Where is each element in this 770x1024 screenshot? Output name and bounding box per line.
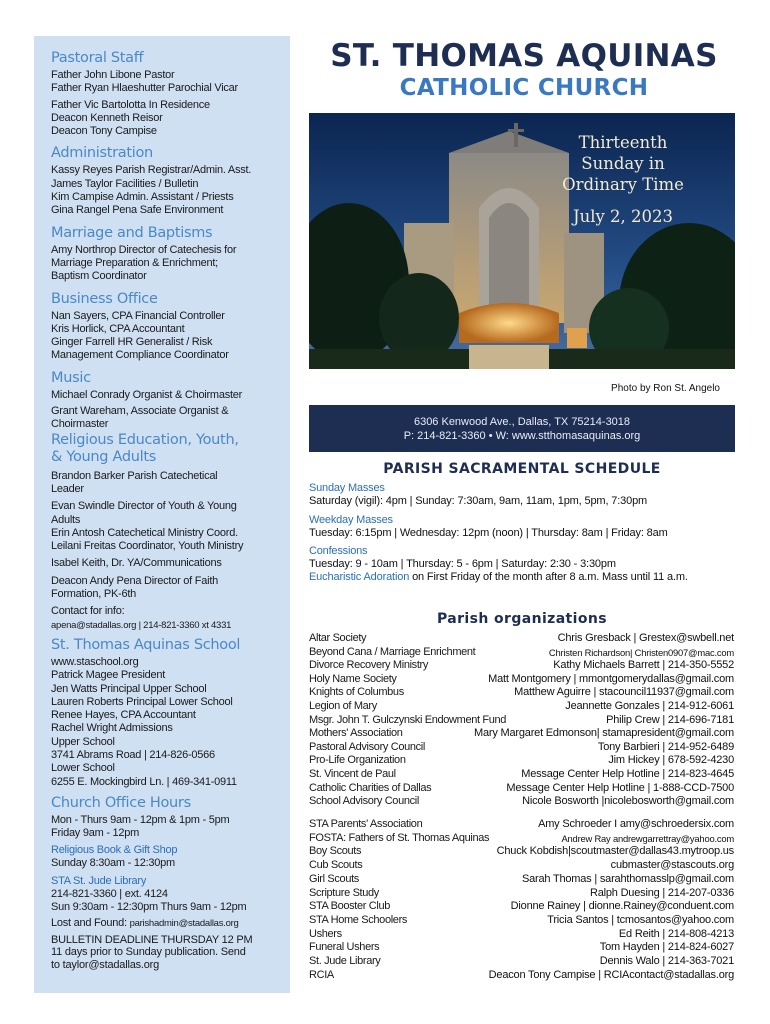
photo-overlay-line2: Sunday in <box>581 154 665 173</box>
organization-contact[interactable]: Matt Montgomery | mmontgomerydallas@gmail.com <box>488 672 734 685</box>
confessions-label: Confessions <box>309 545 368 557</box>
business-heading: Business Office <box>51 290 158 307</box>
organization-contact[interactable]: Message Center Help Hotline | 214-823-4645 <box>521 768 734 780</box>
organization-contact[interactable]: Philip Crew | 214-696-7181 <box>606 713 734 726</box>
staff-line: Jen Watts Principal Upper School <box>51 682 207 695</box>
staff-line: Brandon Barker Parish Catechetical <box>51 469 218 482</box>
office-hours-friday: Friday 9am - 12pm <box>51 827 140 840</box>
organization-name: Girl Scouts <box>309 872 359 885</box>
staff-line: Renee Hayes, CPA Accountant <box>51 709 196 722</box>
organization-contact[interactable]: Andrew Ray andrewgarrettray@yahoo.com <box>561 832 734 844</box>
organization-contact[interactable]: Ed Reith | 214-808-4213 <box>618 927 734 940</box>
organization-row <box>309 754 734 768</box>
organization-name: STA Booster Club <box>309 900 391 913</box>
staff-line: Isabel Keith, Dr. YA/Communications <box>51 557 222 570</box>
staff-line: Kris Horlick, CPA Accountant <box>51 322 185 335</box>
organization-contact[interactable]: Sarah Thomas | sarahthomasslp@gmail.com <box>521 872 734 885</box>
staff-line: Grant Wareham, Associate Organist & <box>51 405 229 418</box>
organization-name: Beyond Cana / Marriage Enrichment <box>309 645 476 658</box>
staff-line: Father Vic Bartolotta In Residence <box>51 98 210 111</box>
organization-name: Legion of Mary <box>309 700 377 712</box>
photo-overlay-date: July 2, 2023 <box>572 207 674 226</box>
office-hours-weekday: Mon - Thurs 9am - 12pm & 1pm - 5pm <box>51 813 230 826</box>
staff-line: Patrick Magee President <box>51 669 166 682</box>
organization-row <box>309 795 734 809</box>
organization-row <box>309 646 734 660</box>
organization-row <box>309 700 734 714</box>
organization-name: Mothers' Association <box>309 727 403 740</box>
organization-row <box>309 782 734 796</box>
organization-row <box>309 941 734 955</box>
photo-overlay-line1: Thirteenth <box>578 133 668 152</box>
organization-contact[interactable]: Matthew Aguirre | stacouncil11937@gmail.com <box>514 686 734 699</box>
organization-contact[interactable]: Mary Margaret Edmonson| stamapresident@gmail.com <box>474 727 734 740</box>
staff-line: Father John Libone Pastor <box>51 69 175 81</box>
organization-name: Ushers <box>309 927 342 940</box>
library-label: STA St. Jude Library <box>51 874 147 887</box>
organization-name: Funeral Ushers <box>309 941 380 954</box>
school-heading: St. Thomas Aquinas School <box>51 636 241 653</box>
staff-line: Formation, PK-6th <box>51 588 137 601</box>
church-photo <box>309 113 735 369</box>
organization-contact[interactable]: Amy Schroeder I amy@schroedersix.com <box>538 818 734 830</box>
organization-name: Scripture Study <box>309 886 379 899</box>
schedule-heading: PARISH SACRAMENTAL SCHEDULE <box>383 461 661 477</box>
organization-name: FOSTA: Fathers of St. Thomas Aquinas <box>309 831 490 844</box>
staff-line: Adults <box>51 513 81 526</box>
library-phone: 214-821-3360 | ext. 4124 <box>51 887 168 900</box>
staff-line: Amy Northrop Director of Catechesis for <box>51 243 237 256</box>
church-title: ST. THOMAS AQUINAS <box>330 38 718 74</box>
organization-contact[interactable]: Tricia Santos | tcmosantos@yahoo.com <box>547 913 734 926</box>
staff-line: Deacon Kenneth Reisor <box>51 111 163 124</box>
organization-contact[interactable]: Tony Barbieri | 214-952-6489 <box>597 740 734 753</box>
organization-contact[interactable]: Tom Hayden | 214-824-6027 <box>599 941 734 954</box>
organization-name: RCIA <box>309 968 334 981</box>
photo-overlay-line3: Ordinary Time <box>562 175 684 194</box>
organization-contact[interactable]: Dennis Walo | 214-363-7021 <box>599 955 734 967</box>
staff-line: Lauren Roberts Principal Lower School <box>51 695 233 708</box>
staff-line: Management Compliance Coordinator <box>51 349 229 362</box>
staff-line: Evan Swindle Director of Youth & Young <box>51 500 237 513</box>
address-line: 6306 Kenwood Ave., Dallas, TX 75214-3018 <box>413 416 631 428</box>
gift-shop-label: Religious Book & Gift Shop <box>51 844 178 857</box>
deadline-note: 11 days prior to Sunday publication. Send <box>51 946 246 959</box>
staff-line: Ginger Farrell HR Generalist / Risk <box>51 336 213 349</box>
organization-row <box>309 900 734 914</box>
marriage-heading: Marriage and Baptisms <box>51 224 213 241</box>
organizations-heading: Parish organizations <box>437 611 607 627</box>
weekday-masses-label: Weekday Masses <box>309 514 393 526</box>
confessions-text: Tuesday: 9 - 10am | Thursday: 5 - 6pm | Saturday: 2:30 - 3:30pm <box>309 558 616 570</box>
school-upper-label: Upper School <box>51 735 115 748</box>
library-hours: Sun 9:30am - 12:30pm Thurs 9am - 12pm <box>51 901 247 914</box>
administration-heading: Administration <box>51 145 153 162</box>
address-box <box>309 405 735 452</box>
staff-line: Erin Antosh Catechetical Ministry Coord. <box>51 526 238 539</box>
staff-line: Gina Rangel Pena Safe Environment <box>51 204 224 217</box>
sunday-masses-label: Sunday Masses <box>309 482 385 494</box>
organization-contact[interactable]: Ralph Duesing | 214-207-0336 <box>589 886 734 899</box>
organization-row <box>309 873 734 887</box>
staff-line: Leilani Freitas Coordinator, Youth Ministry <box>51 540 244 553</box>
religious-ed-heading: Religious Education, Youth, & Young Adults <box>51 431 239 465</box>
deadline-email: to taylor@stadallas.org <box>51 958 160 971</box>
organization-row <box>309 686 734 700</box>
school-lower-label: Lower School <box>51 762 115 775</box>
organization-name: Knights of Columbus <box>309 686 404 699</box>
deadline-title: BULLETIN DEADLINE THURSDAY 12 PM <box>51 933 253 946</box>
organization-contact[interactable]: Message Center Help Hotline | 1-888-CCD-7500 <box>506 781 734 794</box>
staff-line: Michael Conrady Organist & Choirmaster <box>51 388 243 401</box>
contact-value[interactable]: apena@stadallas.org | 214-821-3360 xt 4331 <box>51 619 232 631</box>
staff-line: Deacon Tony Campise <box>51 125 157 138</box>
staff-line: Deacon Andy Pena Director of Faith <box>51 574 218 587</box>
organization-name: Altar Society <box>309 632 367 644</box>
organization-row <box>309 818 734 832</box>
organization-row <box>309 969 734 983</box>
staff-line: Kim Campise Admin. Assistant / Priests <box>51 191 234 204</box>
organization-row <box>309 714 734 728</box>
organization-name: Divorce Recovery Ministry <box>309 659 428 672</box>
organization-contact[interactable]: Kathy Michaels Barrett | 214-350-5552 <box>553 659 734 672</box>
organization-contact[interactable]: Dionne Rainey | dionne.Rainey@conduent.com <box>510 900 734 913</box>
staff-line: Leader <box>51 482 84 495</box>
weekday-masses-text: Tuesday: 6:15pm | Wednesday: 12pm (noon) | Thursday: 8am | Friday: 8am <box>309 527 668 539</box>
organization-name: Pro-Life Organization <box>309 754 406 767</box>
organization-name: STA Parents' Association <box>309 818 423 830</box>
organization-row <box>309 928 734 942</box>
organization-row <box>309 955 734 969</box>
organization-row <box>309 673 734 687</box>
organization-name: Holy Name Society <box>309 672 397 685</box>
organization-name: St. Vincent de Paul <box>309 768 396 780</box>
pastoral-heading: Pastoral Staff <box>51 50 144 66</box>
staff-line: Nan Sayers, CPA Financial Controller <box>51 309 225 322</box>
organization-contact[interactable]: Chuck Kobdish|scoutmaster@dallas43.mytroop.us <box>496 845 734 858</box>
contact-label: Contact for info: <box>51 605 125 618</box>
organization-row <box>309 845 734 859</box>
staff-line: James Taylor Facilities / Bulletin <box>51 177 199 190</box>
music-heading: Music <box>51 369 91 386</box>
photo-credit: Photo by Ron St. Angelo <box>611 383 720 394</box>
organization-name: St. Jude Library <box>309 955 381 967</box>
organization-contact[interactable]: Jim Hickey | 678-592-4230 <box>608 754 734 767</box>
staff-line: Father Ryan Hlaeshutter Parochial Vicar <box>51 82 238 95</box>
organization-name: School Advisory Council <box>309 795 419 808</box>
church-subtitle: CATHOLIC CHURCH <box>399 75 649 101</box>
organization-contact[interactable]: Chris Gresback | Grestex@swbell.net <box>557 632 734 644</box>
organization-row <box>309 832 734 846</box>
organization-name: Pastoral Advisory Council <box>309 740 425 753</box>
gift-shop-hours: Sunday 8:30am - 12:30pm <box>51 857 175 870</box>
organization-row <box>309 859 734 873</box>
school-website[interactable]: www.staschool.org <box>51 655 139 668</box>
organization-row <box>309 741 734 755</box>
office-hours-heading: Church Office Hours <box>51 794 191 811</box>
adoration-line: Eucharistic Adoration on First Friday of the month after 8 a.m. Mass until 11 a.m. <box>309 571 688 583</box>
organization-row <box>309 768 734 782</box>
organization-name: STA Home Schoolers <box>309 913 408 926</box>
staff-line: Rachel Wright Admissions <box>51 722 173 735</box>
pastoral-list <box>51 69 280 138</box>
school-upper-address: 3741 Abrams Road | 214-826-0566 <box>51 748 215 761</box>
organization-row <box>309 727 734 741</box>
staff-line: Choirmaster <box>51 418 109 431</box>
organization-contact[interactable]: Jeannette Gonzales | 214-912-6061 <box>565 700 734 712</box>
organization-name: Boy Scouts <box>309 845 362 858</box>
organization-row <box>309 887 734 901</box>
staff-sidebar <box>34 36 290 993</box>
organization-name: Cub Scouts <box>309 859 363 872</box>
organization-contact[interactable]: cubmaster@stascouts.org <box>610 859 734 872</box>
staff-line: Marriage Preparation & Enrichment; <box>51 256 218 269</box>
organization-row <box>309 632 734 646</box>
organization-contact[interactable]: Nicole Bosworth |nicolebosworth@gmail.com <box>522 795 734 808</box>
school-lower-address: 6255 E. Mockingbird Ln. | 469-341-0911 <box>51 775 237 788</box>
organization-name: Catholic Charities of Dallas <box>309 781 432 794</box>
organization-contact[interactable]: Christen Richardson| Christen0907@mac.com <box>548 646 734 658</box>
organization-row <box>309 659 734 673</box>
organization-name: Msgr. John T. Gulczynski Endowment Fund <box>309 713 507 726</box>
lost-found: Lost and Found: parishadmin@stadallas.org <box>51 917 239 930</box>
sunday-masses-text: Saturday (vigil): 4pm | Sunday: 7:30am, 9am, 11am, 1pm, 5pm, 7:30pm <box>309 495 648 507</box>
organization-row <box>309 914 734 928</box>
organization-contact[interactable]: Deacon Tony Campise | RCIAcontact@stadallas.org <box>488 968 734 981</box>
staff-line: Baptism Coordinator <box>51 270 147 283</box>
staff-line: Kassy Reyes Parish Registrar/Admin. Asst. <box>51 164 252 177</box>
contact-line[interactable]: P: 214-821-3360 • W: www.stthomasaquinas.org <box>403 430 641 442</box>
